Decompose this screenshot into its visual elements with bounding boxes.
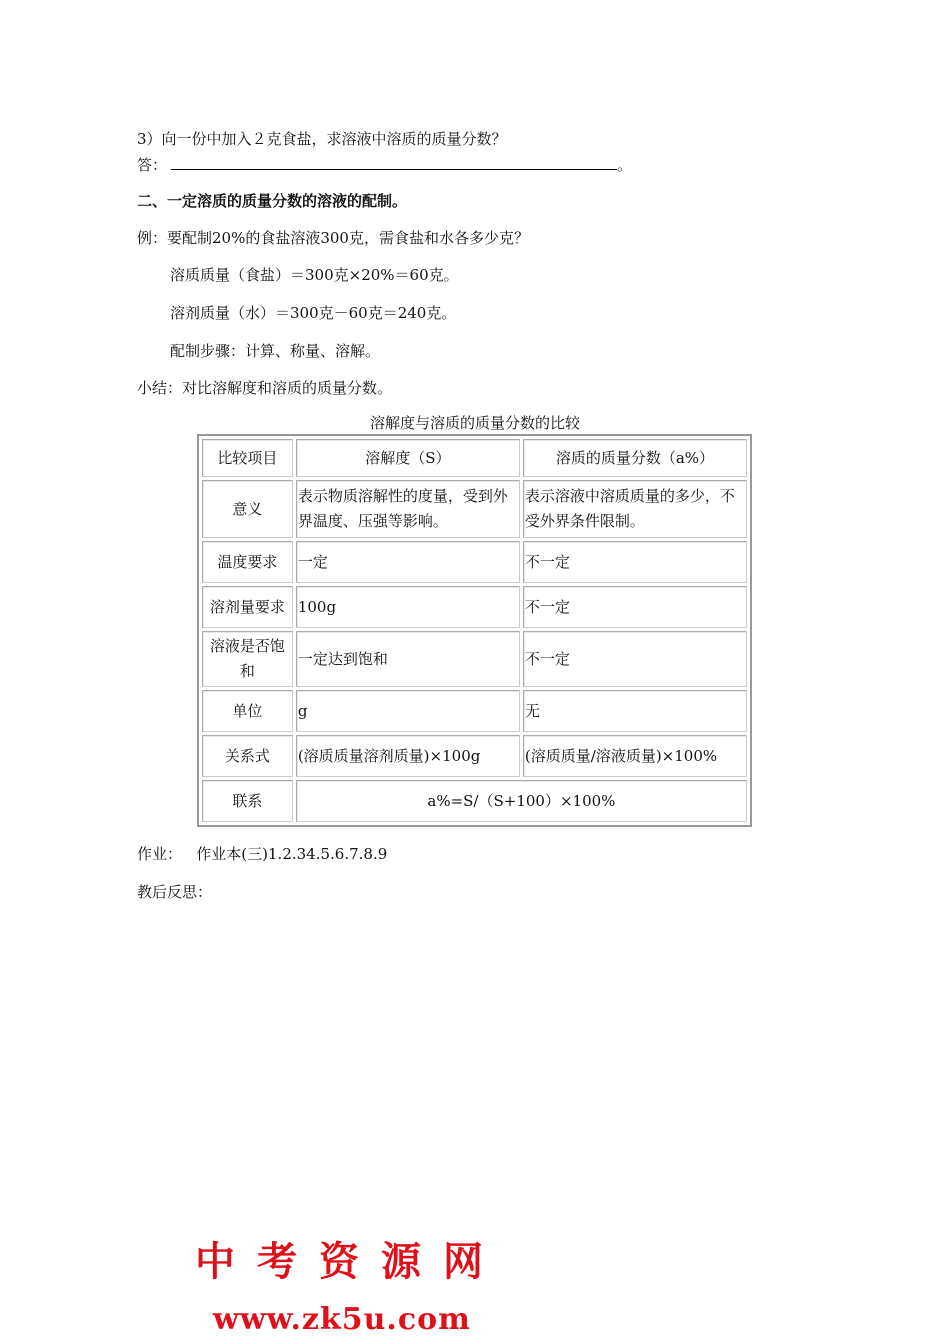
calc-solvent: 溶剂质量（水）＝300克－60克＝240克。 [170, 304, 457, 322]
row-label: 意义 [202, 480, 293, 538]
preparation-steps: 配制步骤：计算、称量、溶解。 [170, 342, 381, 360]
header-cell: 溶质的质量分数（a%） [523, 439, 747, 477]
homework: 作业： 作业本(三)1.2.34.5.6.7.8.9 [137, 845, 388, 863]
table-cell: 无 [523, 690, 747, 732]
calc-solute: 溶质质量（食盐）＝300克×20%＝60克。 [170, 266, 459, 284]
table-cell: (溶质质量/溶液质量)×100% [523, 735, 747, 777]
table-caption: 溶解度与溶质的质量分数的比较 [369, 414, 580, 432]
site-name: 中考资源网 [195, 1238, 505, 1285]
reflection: 教后反思： [137, 883, 213, 901]
site-watermark [195, 1230, 505, 1337]
answer-label: 答： [137, 156, 168, 174]
table-row [202, 480, 747, 538]
table-cell: 不一定 [523, 541, 747, 583]
row-label: 单位 [202, 690, 293, 732]
table-cell: 一定 [296, 541, 520, 583]
header-cell: 溶解度（S） [296, 439, 520, 477]
answer-end: 。 [617, 156, 633, 174]
link-formula: a%=S/（S+100）×100% [296, 780, 747, 822]
table-cell: (溶质质量溶剂质量)×100g [296, 735, 520, 777]
table-row [202, 586, 747, 628]
table-cell: 100g [296, 586, 520, 628]
row-label: 关系式 [202, 735, 293, 777]
table-cell: g [296, 690, 520, 732]
answer-line [137, 154, 632, 175]
table-row [202, 541, 747, 583]
table-cell: 表示物质溶解性的度量，受到外界温度、压强等影响。 [296, 480, 520, 538]
table-row [202, 690, 747, 732]
table-cell: 表示溶液中溶质质量的多少，不受外界条件限制。 [523, 480, 747, 538]
example-question: 例：要配制20%的食盐溶液300克，需食盐和水各多少克？ [137, 229, 529, 247]
table-cell: 不一定 [523, 631, 747, 687]
table-row [202, 735, 747, 777]
site-url: www.zk5u.com [213, 1302, 471, 1337]
row-label: 溶剂量要求 [202, 586, 293, 628]
table-row [202, 631, 747, 687]
table-row [202, 780, 747, 822]
row-label: 溶液是否饱和 [202, 631, 293, 687]
row-label: 联系 [202, 780, 293, 822]
table-header-row [202, 439, 747, 477]
summary: 小结：对比溶解度和溶质的质量分数。 [137, 379, 393, 397]
header-cell: 比较项目 [202, 439, 293, 477]
comparison-table [197, 434, 752, 827]
section-2-title: 二、一定溶质的质量分数的溶液的配制。 [137, 192, 408, 210]
table-cell: 不一定 [523, 586, 747, 628]
row-label: 温度要求 [202, 541, 293, 583]
question-3: 3）向一份中加入２克食盐，求溶液中溶质的质量分数？ [137, 130, 507, 148]
table-cell: 一定达到饱和 [296, 631, 520, 687]
answer-blank [171, 155, 617, 170]
